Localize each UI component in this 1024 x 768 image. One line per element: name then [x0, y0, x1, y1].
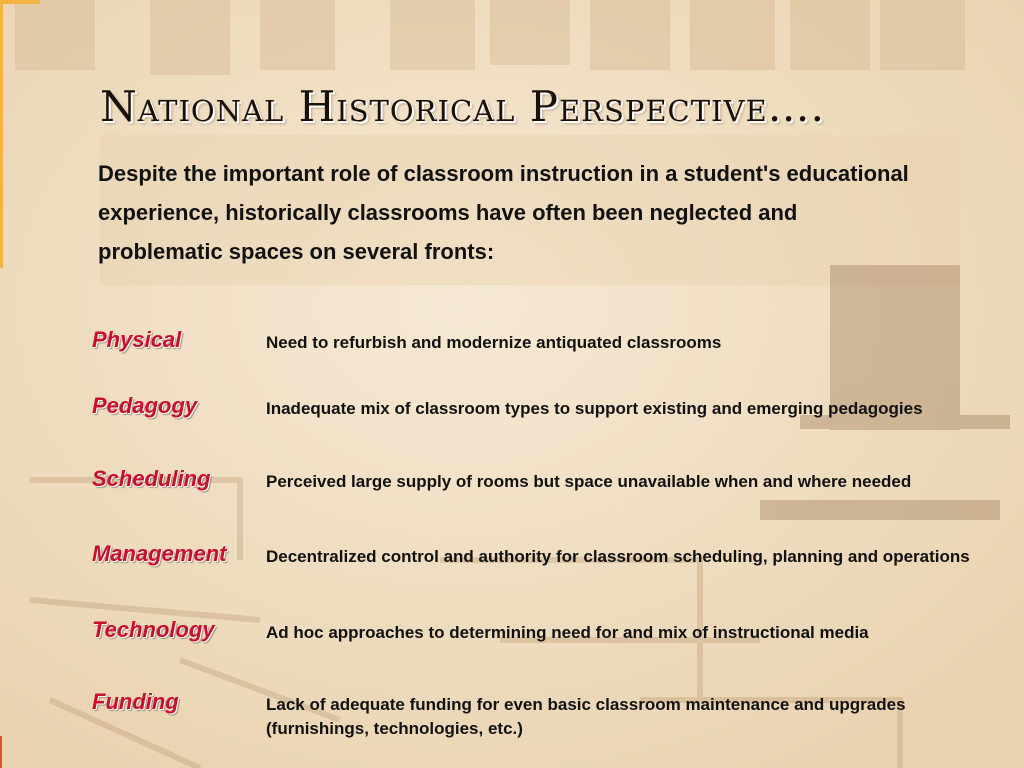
- slide-title: National Historical Perspective….: [100, 82, 825, 131]
- category-label: Scheduling: [92, 466, 211, 491]
- category-description: Need to refurbish and modernize antiquated classrooms: [266, 333, 722, 352]
- category-description: Decentralized control and authority for classroom scheduling, planning and operations: [266, 547, 970, 566]
- category-label: Technology: [92, 617, 215, 642]
- bottom-accent-bar: [0, 736, 2, 768]
- category-label: Physical: [92, 327, 182, 352]
- category-description: Perceived large supply of rooms but space unavailable when and where needed: [266, 472, 912, 491]
- corner-accent-bar: [0, 0, 40, 4]
- category-description: Inadequate mix of classroom types to support existing and emerging pedagogies: [266, 399, 923, 418]
- left-accent-bar: [0, 0, 3, 268]
- intro-paragraph: Despite the important role of classroom instruction in a student's educational experience, historically classrooms have often been neglected and problematic spaces on several fronts:: [98, 161, 909, 264]
- category-description: Lack of adequate funding for even basic classroom maintenance and upgrades (furnishings, technologies, etc.): [266, 695, 906, 738]
- category-label: Pedagogy: [92, 393, 198, 418]
- category-label: Management: [92, 541, 227, 566]
- category-description: Ad hoc approaches to determining need for and mix of instructional media: [266, 623, 869, 642]
- category-label: Funding: [92, 689, 179, 714]
